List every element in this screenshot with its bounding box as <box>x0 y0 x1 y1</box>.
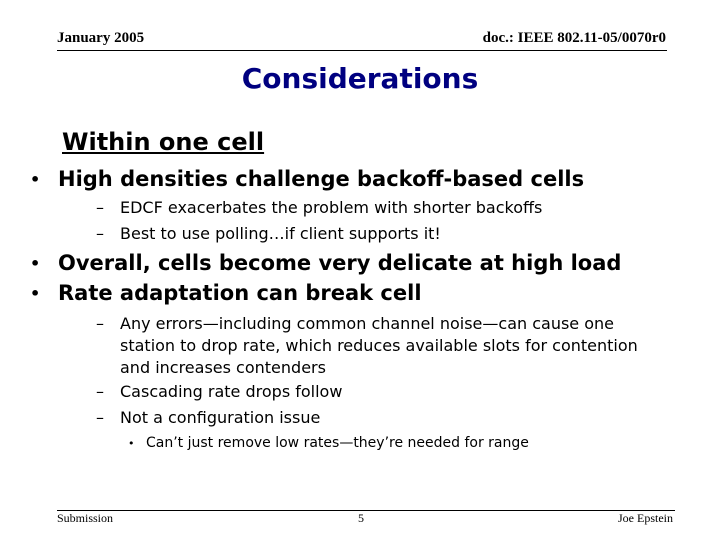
sub-bullet-text: Any errors—including common channel noise—can cause one station to drop rate, which reduces available slots for contention and increases contenders <box>120 314 638 377</box>
slide-title: Considerations <box>241 62 479 95</box>
dash-mark: – <box>96 198 104 217</box>
dash-mark: – <box>96 408 104 427</box>
header-divider <box>57 50 667 51</box>
dash-mark: – <box>96 224 104 243</box>
footer-divider <box>57 510 675 511</box>
bullet-text: Overall, cells become very delicate at high load <box>58 251 622 275</box>
sub-bullet-text: Not a configuration issue <box>120 408 321 427</box>
bullet-text: High densities challenge backoff-based cells <box>58 167 585 191</box>
bullet-mark: • <box>30 254 41 273</box>
section-heading: Within one cell <box>62 128 265 156</box>
page-number: 5 <box>358 511 364 525</box>
dash-mark: – <box>96 382 104 401</box>
footer-submission: Submission <box>57 511 114 525</box>
sub-bullet-text: Best to use polling…if client supports it! <box>120 224 441 243</box>
sub-bullet-text: Cascading rate drops follow <box>120 382 343 401</box>
sub-sub-bullet-text: Can’t just remove low rates—they’re needed for range <box>146 435 529 451</box>
dash-mark: – <box>96 314 104 333</box>
bullet-mark: • <box>128 437 135 450</box>
bullet-mark: • <box>30 284 41 303</box>
header-doc-id: doc.: IEEE 802.11-05/0070r0 <box>482 30 666 46</box>
bullet-text: Rate adaptation can break cell <box>58 281 422 305</box>
footer-author: Joe Epstein <box>618 511 673 525</box>
header-date: January 2005 <box>57 30 145 46</box>
sub-bullet-text: EDCF exacerbates the problem with shorter backoffs <box>120 198 543 217</box>
bullet-mark: • <box>30 170 41 189</box>
